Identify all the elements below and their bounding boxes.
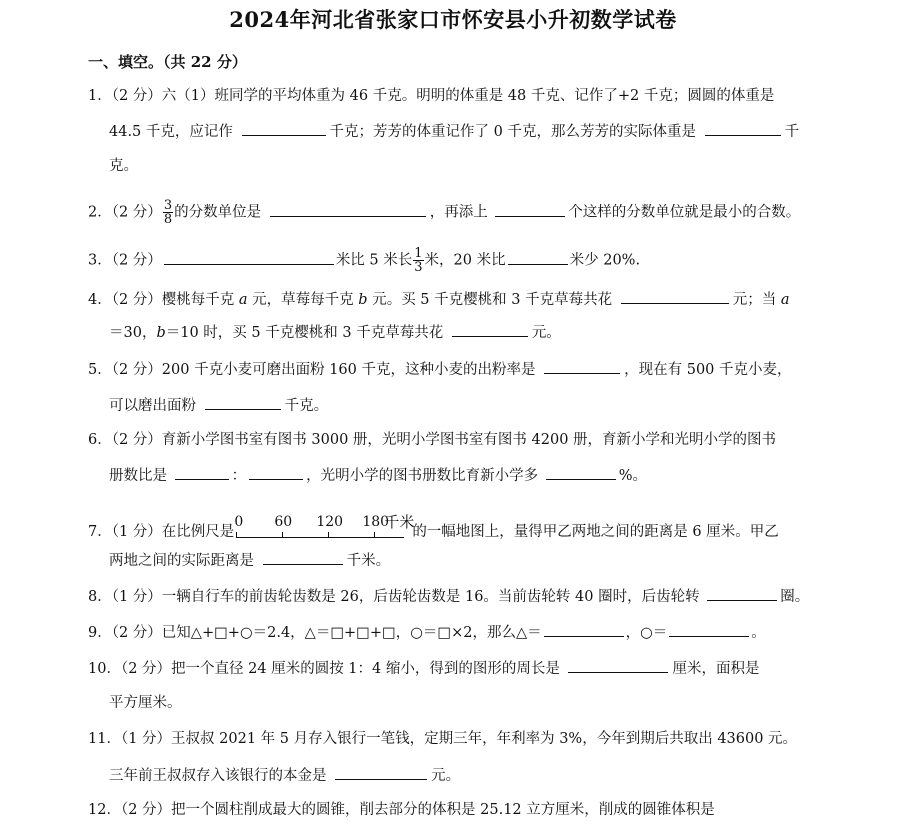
fraction: $\frac{3}{8}$ xyxy=(163,198,173,227)
ruler-label: 180 xyxy=(362,514,390,530)
question-1-line-1: 1．（2 分）六（1）班同学的平均体重为 46 千克。明明的体重是 48 千克、记作了+2 千克；圆圆的体重是 xyxy=(88,88,775,104)
question-11-line-2: 三年前王叔叔存入该银行的本金是 元。 xyxy=(109,765,460,786)
answer-blank[interactable] xyxy=(242,121,326,136)
question-3: 3．（2 分） 米比 5 米长 $\frac{1}{3}$ 米，20 米比 米少 20%. xyxy=(88,246,641,275)
question-7-line-1: 7．（1 分）在比例尺是 0 60 120 180 千米 的一幅地图上，量得甲乙两地之间的距离是 6 厘米。甲乙 xyxy=(88,513,779,540)
question-1-line-2: 44.5 千克，应记作 千克；芳芳的体重记作了 0 千克，那么芳芳的实际体重是 千 xyxy=(109,121,799,142)
question-6-line-2: 册数比是 ： ，光明小学的图书册数比育新小学多 %。 xyxy=(109,465,647,486)
question-5-line-1: 5．（2 分）200 千克小麦可磨出面粉 160 千克，这种小麦的出粉率是 ，现在有 500 千克小麦， xyxy=(88,359,792,380)
ruler-label: 60 xyxy=(274,514,293,530)
question-9: 9．（2 分）已知△+□+○＝2.4，△＝□+□+□，○＝□×2，那么△＝ ，○＝ 。 xyxy=(88,622,766,643)
question-11-line-1: 11．（1 分）王叔叔 2021 年 5 月存入银行一笔钱，定期三年，年利率为 3%，今年到期后共取出 43600 元。 xyxy=(88,731,798,747)
answer-blank[interactable] xyxy=(508,250,568,265)
ruler-unit: 千米 xyxy=(384,513,415,531)
answer-blank[interactable] xyxy=(249,465,303,480)
question-12-line-1: 12．（2 分）把一个圆柱削成最大的圆锥，削去部分的体积是 25.12 立方厘米，削成的圆锥体积是 xyxy=(88,802,715,818)
question-5-line-2: 可以磨出面粉 千克。 xyxy=(109,395,328,416)
answer-blank[interactable] xyxy=(544,622,624,637)
ruler-label: 120 xyxy=(316,514,344,530)
answer-blank[interactable] xyxy=(568,658,668,673)
scale-ruler xyxy=(234,512,415,542)
section-heading: 一、填空。（共 22 分） xyxy=(88,53,247,71)
answer-blank[interactable] xyxy=(452,322,528,337)
answer-blank[interactable] xyxy=(621,289,729,304)
fraction: $\frac{1}{3}$ xyxy=(414,246,423,275)
answer-blank[interactable] xyxy=(495,202,565,217)
answer-blank[interactable] xyxy=(335,765,427,780)
answer-blank[interactable] xyxy=(263,550,343,565)
answer-blank[interactable] xyxy=(270,202,426,217)
exam-title: 2024年河北省张家口市怀安县小升初数学试卷 xyxy=(229,7,677,32)
answer-blank[interactable] xyxy=(544,359,620,374)
question-4-line-2: ＝30，b＝10 时，买 5 千克樱桃和 3 千克草莓共花 元。 xyxy=(109,322,561,343)
question-10-line-2: 平方厘米。 xyxy=(109,695,182,711)
answer-blank[interactable] xyxy=(669,622,749,637)
answer-blank[interactable] xyxy=(546,465,616,480)
question-10-line-1: 10．（2 分）把一个直径 24 厘米的圆按 1：4 缩小，得到的图形的周长是 厘米，面积是 xyxy=(88,658,759,679)
ruler-label: 0 xyxy=(234,514,244,530)
question-4-line-1: 4．（2 分）樱桃每千克 a 元，草莓每千克 b 元。买 5 千克樱桃和 3 千克草莓共花 元；当 a xyxy=(88,289,789,310)
question-6-line-1: 6．（2 分）育新小学图书室有图书 3000 册，光明小学图书室有图书 4200 册，育新小学和光明小学的图书 xyxy=(88,432,777,448)
answer-blank[interactable] xyxy=(205,395,281,410)
question-2: 2．（2 分） $\frac{3}{8}$ 的分数单位是 ，再添上 个这样的分数单位就是最小的合数。 xyxy=(88,198,801,227)
answer-blank[interactable] xyxy=(175,465,229,480)
question-8: 8．（1 分）一辆自行车的前齿轮齿数是 26，后齿轮齿数是 16。当前齿轮转 40 圈时，后齿轮转 圈。 xyxy=(88,586,809,607)
question-7-line-2: 两地之间的实际距离是 千米。 xyxy=(109,550,390,571)
question-1-line-3: 克。 xyxy=(109,158,138,174)
answer-blank[interactable] xyxy=(707,586,777,601)
answer-blank[interactable] xyxy=(164,250,334,265)
answer-blank[interactable] xyxy=(705,121,781,136)
